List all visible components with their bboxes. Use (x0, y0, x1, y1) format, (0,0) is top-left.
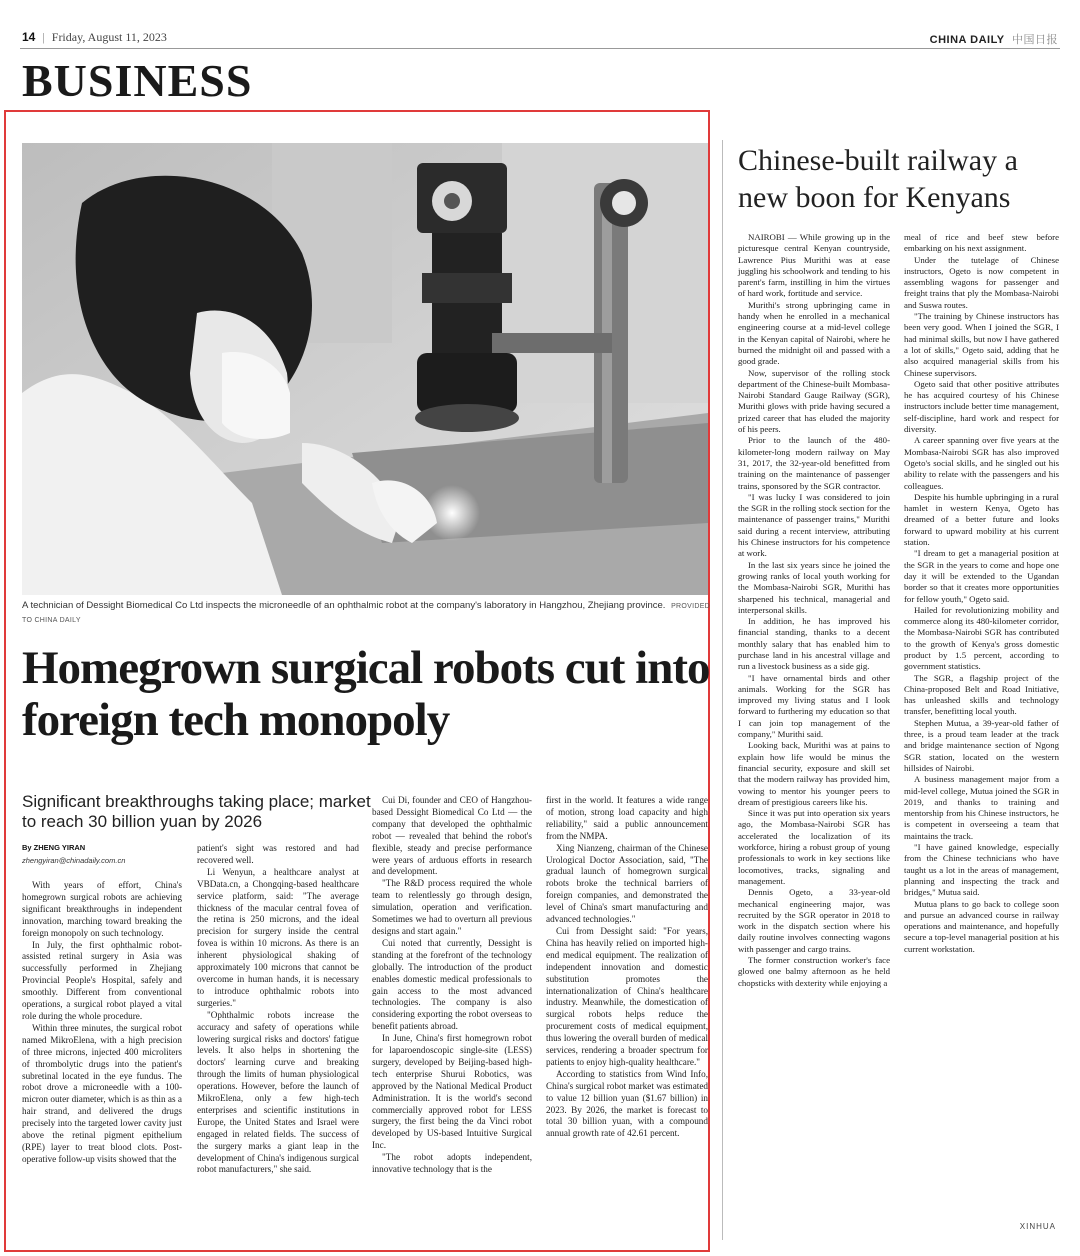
story-headline: Homegrown surgical robots cut into foreign tech monopoly (22, 642, 710, 746)
caption-text: A technician of Dessight Biomedical Co Ltd inspects the microneedle of an ophthalmic robot at the company's laboratory in Hangzhou, Zhejiang province. (22, 600, 666, 611)
side-story-column-1 (738, 232, 890, 989)
paragraph: Looking back, Murithi was at pains to explain how life would be minus the financial security, exposure and skill set that the modern railway has provided him, vowing to mentor his younger peers to dream of prestigious careers like his. (738, 740, 890, 807)
paragraph: In the last six years since he joined the growing ranks of local youth working for the Mombasa-Nairobi SGR, Murithi has sharpened his technical, managerial and interpersonal skills. (738, 559, 890, 615)
paragraph: Under the tutelage of Chinese instructors, Ogeto is now competent in assembling wagons for passenger and freight trains that ply the Mombasa-Nairobi and Suswa routes. (904, 254, 1059, 310)
paragraph: "Ophthalmic robots increase the accuracy and safety of operations while lowering surgical risks and doctors' fatigue levels. It also helps in shortening the doctors' learning curve and breaking through the limits of human physiological operations. However, before the launch of MikroElena, only a few high-tech enterprises and scientific institutions in Europe, the United States and Israel were engaged in related fields. The success of the surgery marks a giant leap in the development of China's indigenous surgical robot manufacturers," she said. (197, 1009, 359, 1175)
paragraph: Dennis Ogeto, a 33-year-old mechanical engineering major, was recruited by the SGR operator in 2018 to work in the dispatch section where his daily routine involves connecting wagons with passenger and cargo trains. (738, 887, 890, 954)
story-deck: Significant breakthroughs taking place; market to reach 30 billion yuan by 2026 (22, 792, 371, 831)
page-date: Friday, August 11, 2023 (51, 30, 167, 44)
story-photo (22, 143, 708, 595)
paragraph: In addition, he has improved his financial standing, thanks to a decent monthly salary that has enabled him to purchase land in his ancestral village and run a livestock business as a side gig. (738, 616, 890, 672)
page-folio: 14 | Friday, August 11, 2023 (22, 30, 167, 44)
paragraph: Within three minutes, the surgical robot named MikroElena, with a high precision of three microns, injected 400 microliters of thrombolytic drugs into the patient's subretinal located in the eye fundus. The robot drove a microneedle with a 100-micron outer diameter, which is as thin as a hair strand, and delivered the drugs precisely into the targeted lower cavity just above the retinal pigment epithelium (RPE) layer to treat blood clots. Post-operative follow-up visits showed that the (22, 1022, 182, 1164)
paragraph: Now, supervisor of the rolling stock department of the Chinese-built Mombasa-Nairobi Standard Gauge Railway (SGR), Murithi glows with pride having secured a prized career that has eluded the majority of his peers. (738, 367, 890, 435)
paragraph: Cui noted that currently, Dessight is standing at the forefront of the technology globally. The introduction of the product enables domestic medical professionals to gain access to the most advanced technologies. The company is also considering exporting the robot overseas to benefit patients abroad. (372, 937, 532, 1032)
story-column-4 (546, 795, 708, 1140)
paragraph: A business management major from a mid-level college, Mutua joined the SGR in 2019, and thanks to training and mentorship from his Chinese instructors, he is competent in overseeing a team that maintains the track. (904, 774, 1059, 841)
newspaper-brand (930, 31, 1058, 47)
story-byline: By ZHENG YIRAN (22, 843, 86, 852)
paragraph: NAIROBI — While growing up in the picturesque central Kenyan countryside, Lawrence Pius Murithi was at ease juggling his schoolwork and tending to his parent's farm, instilling in him the virtues of hard work, fortitude and service. (738, 232, 890, 299)
paragraph: "The robot adopts independent, innovative technology that is the (372, 1152, 532, 1175)
paragraph: patient's sight was restored and had recovered well. (197, 843, 359, 865)
paragraph: "The training by Chinese instructors has been very good. When I joined the SGR, I had minimal skills, but now I have gathered a lot of skills," Ogeto said, adding that he also acquired managerial skills from his Chinese supervisors. (904, 311, 1059, 378)
story-column-1 (22, 880, 182, 1166)
paragraph: Cui Di, founder and CEO of Hangzhou-based Dessight Biomedical Co Ltd — the company that developed the ophthalmic robot — revealed that behind the robot's flexible, steady and precise performance were years of arduous efforts in research and development. (372, 795, 532, 877)
paragraph: Xing Nianzeng, chairman of the Chinese Urological Doctor Association, said, "The gradual launch of homegrown surgical robots broke the technical barriers of foreign companies, and demonstrated the level of China's smart manufacturing and advanced technologies." (546, 842, 708, 925)
paragraph: According to statistics from Wind Info, China's surgical robot market was estimated to value 12 billion yuan ($1.67 billion) in 2023. By 2026, the market is forecast to total 30 billion yuan, with a compound annual growth rate of 42.61 percent. (546, 1068, 708, 1139)
agency-credit: XINHUA (1019, 1222, 1056, 1231)
paragraph: "I have gained knowledge, especially from the Chinese technicians who have taught us a lot in the areas of management, planning and inspecting the track and bridges," Mutua said. (904, 842, 1059, 898)
technician-photo-illustration (22, 143, 708, 595)
column-divider (722, 140, 723, 1240)
paragraph: Prior to the launch of the 480-kilometer-long modern railway on May 31, 2017, the 32-year-old benefitted from training on the maintenance of passenger trains, sponsored by the SGR contractor. (738, 435, 890, 491)
side-story-column-2 (904, 232, 1059, 955)
paragraph: Ogeto said that other positive attributes he has acquired courtesy of his Chinese instructors include better time management, self-discipline, hard work and respect for diversity. (904, 378, 1059, 435)
paragraph: The SGR, a flagship project of the China-proposed Belt and Road Initiative, has unleashed skills and technology transfer, benefitting local youth. (904, 672, 1059, 717)
paragraph: "I have ornamental birds and other animals. Working for the SGR has improved my living status and I look forward to furthering my education so that I can join top management of the company," Murithi said. (738, 672, 890, 740)
paragraph: In July, the first ophthalmic robot-assisted retinal surgery in Asia was successfully performed in Zhejiang Provincial People's Hospital, safely and smoothly. Different from conventional operations, a surgical robot played a vital role during the whole procedure. (22, 939, 182, 1021)
paragraph: In June, China's first homegrown robot for laparoendoscopic single-site (LESS) surgery, developed by Beijing-based high-tech enterprise Shurui Robotics, was approved by the National Medical Product Administration. It is the world's second commercially approved robot for LESS surgery, the first being the da Vinci robot developed by US-based Intuitive Surgical Inc. (372, 1033, 532, 1151)
paragraph: The former construction worker's face glowed one balmy afternoon as he held chopsticks with dexterity while enjoying a (738, 955, 890, 988)
story-column-3 (372, 795, 532, 1176)
section-title: BUSINESS (22, 55, 253, 106)
paragraph: "The R&D process required the whole team to relentlessly go through design, simulation, operation and verification. Sometimes we had to overturn all previous designs and start again." (372, 878, 532, 936)
photo-credit: PROVIDED TO CHINA DAILY (22, 603, 711, 624)
paragraph: Murithi's strong upbringing came in handy when he enrolled in a mechanical engineering course at a mid-level college in the Kenyan capital of Nairobi, where he burned the midnight oil and passed with a good grade. (738, 299, 890, 367)
paragraph: Despite his humble upbringing in a rural hamlet in western Kenya, Ogeto has dreamed of a better future and looks forward to upward mobility at his current station. (904, 491, 1059, 548)
paragraph: Since it was put into operation six years ago, the Mombasa-Nairobi SGR has accelerated the localization of its workforce, hiring a robust group of young professionals to work in key sections like locomotives, tracks, signaling and management. (738, 808, 890, 886)
paragraph: meal of rice and beef stew before embarking on his next assignment. (904, 232, 1059, 254)
story-column-2 (197, 843, 359, 1176)
page-number: 14 (22, 30, 36, 44)
brand-name: CHINA DAILY (929, 34, 1005, 46)
paragraph: Cui from Dessight said: "For years, China has heavily relied on imported high-end medical equipment. The realization of independent innovation and domestic substitution promotes the internationalization of China's healthcare industry. Meanwhile, the domestication of surgical robots helps reduce the procurement costs of medical equipment, thus lowering the overall burden of medical services, rendering a broader spectrum for patients to enjoy high-quality healthcare." (546, 925, 708, 1067)
photo-caption (22, 599, 712, 627)
paragraph: "I was lucky I was considered to join the SGR in the rolling stock section for the maintenance of passenger trains," Murithi said during a recent interview, attributing his Chinese instructors for his competence at work. (738, 491, 890, 559)
paragraph: first in the world. It features a wide range of motion, strong load capacity and high reliability," said a public announcement from the NMPA. (546, 795, 708, 841)
brand-name-cn: 中国日报 (1012, 34, 1058, 46)
paragraph: Hailed for revolutionizing mobility and commerce along its 480-kilometer corridor, the Mombasa-Nairobi SGR has contributed to the growth of Kenya's gross domestic product by 1.5 percent, according to government statistics. (904, 604, 1059, 672)
paragraph: With years of effort, China's homegrown surgical robots are achieving significant breakthroughs in independent innovation, marching toward breaking the foreign monopoly on such technology. (22, 880, 182, 938)
paragraph: "I dream to get a managerial position at the SGR in the years to come and hope one day it will be extended to the Ugandan border so that it creates more opportunities for fellow youth," Ogeto said. (904, 548, 1059, 604)
side-story-headline: Chinese-built railway a new boon for Kenyans (738, 144, 1018, 214)
header-rule (20, 48, 1060, 49)
paragraph: Li Wenyun, a healthcare analyst at VBData.cn, a Chongqing-based healthcare service platform, said: "The average thickness of the macular central fovea of the retina is 250 microns, and the ideal precision for surgery inside the central fovea is within 10 microns. As there is an inherent physiological shaking of approximately 100 microns that cannot be overcome in human hands, it is necessary to introduce ophthalmic robots into surgeries." (197, 866, 359, 1008)
paragraph: A career spanning over five years at the Mombasa-Nairobi SGR has also improved Ogeto's social skills, and he singled out his ability to relate with the passengers and his colleagues. (904, 435, 1059, 491)
paragraph: Stephen Mutua, a 39-year-old father of three, is a proud team leader at the track and bridge maintenance section of Ngong SGR station, located on the western hillsides of Nairobi. (904, 717, 1059, 773)
author-email: zhengyiran@chinadaily.com.cn (22, 856, 126, 865)
paragraph: Mutua plans to go back to college soon and pursue an advanced course in railway operations and maintenance, and hopefully secure a top-level managerial position at his current workstation. (904, 898, 1059, 954)
